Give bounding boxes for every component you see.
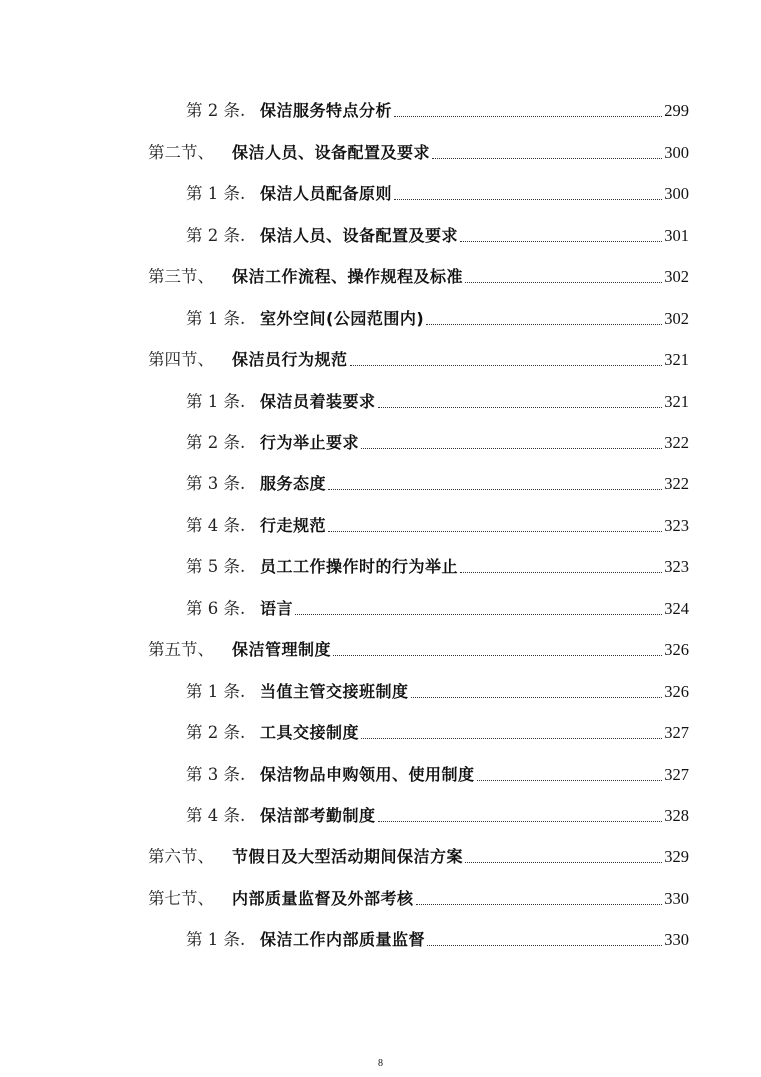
toc-entry-number: 第 1 条. [186,309,246,328]
toc-entry-page: 330 [664,889,689,908]
toc-dot-leader [426,324,662,325]
toc-dot-leader [411,697,663,698]
toc-entry[interactable] [186,469,689,495]
toc-dot-leader [465,862,662,863]
toc-entry-page: 327 [664,723,689,742]
toc-entry-page: 326 [664,682,689,701]
toc-dot-leader [416,904,663,905]
toc-dot-leader [378,821,663,822]
toc-entry[interactable] [186,594,689,620]
toc-dot-leader [350,365,663,366]
toc-entry-page: 322 [664,474,689,493]
toc-entry[interactable] [148,345,689,371]
toc-entry[interactable] [186,96,689,122]
toc-entry-title: 服务态度 [260,474,327,493]
toc-entry-title: 保洁员行为规范 [232,350,348,369]
toc-dot-leader [460,241,662,242]
toc-entry-page: 322 [664,433,689,452]
toc-entry-page: 299 [664,101,689,120]
toc-entry-title: 保洁人员配备原则 [260,184,393,203]
toc-entry-number: 第 1 条. [186,682,246,701]
toc-entry[interactable] [186,801,689,827]
toc-entry-title: 保洁人员、设备配置及要求 [232,143,431,162]
toc-entry[interactable] [186,677,689,703]
toc-entry-page: 330 [664,930,689,949]
toc-entry-number: 第 6 条. [186,599,246,618]
toc-entry-number: 第 4 条. [186,806,246,825]
toc-entry[interactable] [186,304,689,330]
toc-entry-title: 保洁部考勤制度 [260,806,376,825]
toc-entry-page: 324 [664,599,689,618]
toc-dot-leader [394,199,662,200]
toc-entry-title: 员工工作操作时的行为举止 [260,557,459,576]
toc-entry-number: 第 2 条. [186,226,246,245]
toc-entry-number: 第六节、 [148,847,214,866]
toc-entry[interactable] [186,221,689,247]
toc-entry-page: 323 [664,557,689,576]
toc-entry[interactable] [186,387,689,413]
toc-entry[interactable] [148,635,689,661]
toc-entry-number: 第 1 条. [186,392,246,411]
toc-entry-title: 内部质量监督及外部考核 [232,889,414,908]
toc-entry-title: 保洁工作流程、操作规程及标准 [232,267,464,286]
toc-entry-title: 保洁物品申购领用、使用制度 [260,765,475,784]
toc-dot-leader [328,489,662,490]
toc-entry-number: 第五节、 [148,640,214,659]
toc-entry[interactable] [186,925,689,951]
toc-entry-title: 保洁员着装要求 [260,392,376,411]
toc-entry-page: 302 [664,309,689,328]
toc-entry-title: 保洁工作内部质量监督 [260,930,426,949]
toc-entry[interactable] [186,718,689,744]
toc-entry-page: 300 [664,184,689,203]
toc-entry-page: 326 [664,640,689,659]
toc-dot-leader [477,780,663,781]
toc-entry-page: 323 [664,516,689,535]
toc-dot-leader [427,945,662,946]
toc-entry-page: 321 [664,392,689,411]
toc-entry-page: 329 [664,847,689,866]
page-number: 8 [378,1058,383,1069]
toc-entry-title: 节假日及大型活动期间保洁方案 [232,847,464,866]
toc-entry-number: 第 2 条. [186,101,246,120]
toc-entry-number: 第 2 条. [186,433,246,452]
toc-dot-leader [460,572,662,573]
toc-entry[interactable] [148,262,689,288]
toc-dot-leader [394,116,662,117]
toc-entry-number: 第 4 条. [186,516,246,535]
toc-entry-title: 行走规范 [260,516,327,535]
toc-dot-leader [333,655,662,656]
toc-entry-page: 321 [664,350,689,369]
toc-entry[interactable] [186,428,689,454]
toc-entry-number: 第四节、 [148,350,214,369]
toc-entry-page: 300 [664,143,689,162]
toc-entry[interactable] [148,842,689,868]
toc-entry-number: 第三节、 [148,267,214,286]
toc-entry-title: 行为举止要求 [260,433,360,452]
toc-entry-title: 当值主管交接班制度 [260,682,409,701]
toc-dot-leader [432,158,662,159]
toc-entry-title: 室外空间(公园范围内) [260,309,425,328]
toc-dot-leader [465,282,662,283]
toc-entry[interactable] [186,511,689,537]
toc-dot-leader [295,614,662,615]
toc-entry-number: 第 3 条. [186,765,246,784]
toc-entry-number: 第七节、 [148,889,214,908]
toc-entry-page: 328 [664,806,689,825]
toc-dot-leader [361,738,662,739]
toc-dot-leader [328,531,662,532]
toc-entry-number: 第 1 条. [186,930,246,949]
toc-entry-title: 保洁服务特点分析 [260,101,393,120]
toc-entry-page: 301 [664,226,689,245]
toc-entry-number: 第 2 条. [186,723,246,742]
toc-entry[interactable] [186,179,689,205]
toc-entry-page: 327 [664,765,689,784]
toc-entry-number: 第 3 条. [186,474,246,493]
toc-entry[interactable] [186,552,689,578]
toc-entry-title: 工具交接制度 [260,723,360,742]
toc-entry-title: 保洁管理制度 [232,640,332,659]
toc-entry[interactable] [148,138,689,164]
toc-entry[interactable] [148,884,689,910]
toc-entry-title: 保洁人员、设备配置及要求 [260,226,459,245]
toc-entry-number: 第二节、 [148,143,214,162]
toc-entry-title: 语言 [260,599,294,618]
toc-entry[interactable] [186,760,689,786]
toc-dot-leader [361,448,662,449]
toc-dot-leader [378,407,663,408]
toc-entry-page: 302 [664,267,689,286]
toc-entry-number: 第 1 条. [186,184,246,203]
toc-entry-number: 第 5 条. [186,557,246,576]
